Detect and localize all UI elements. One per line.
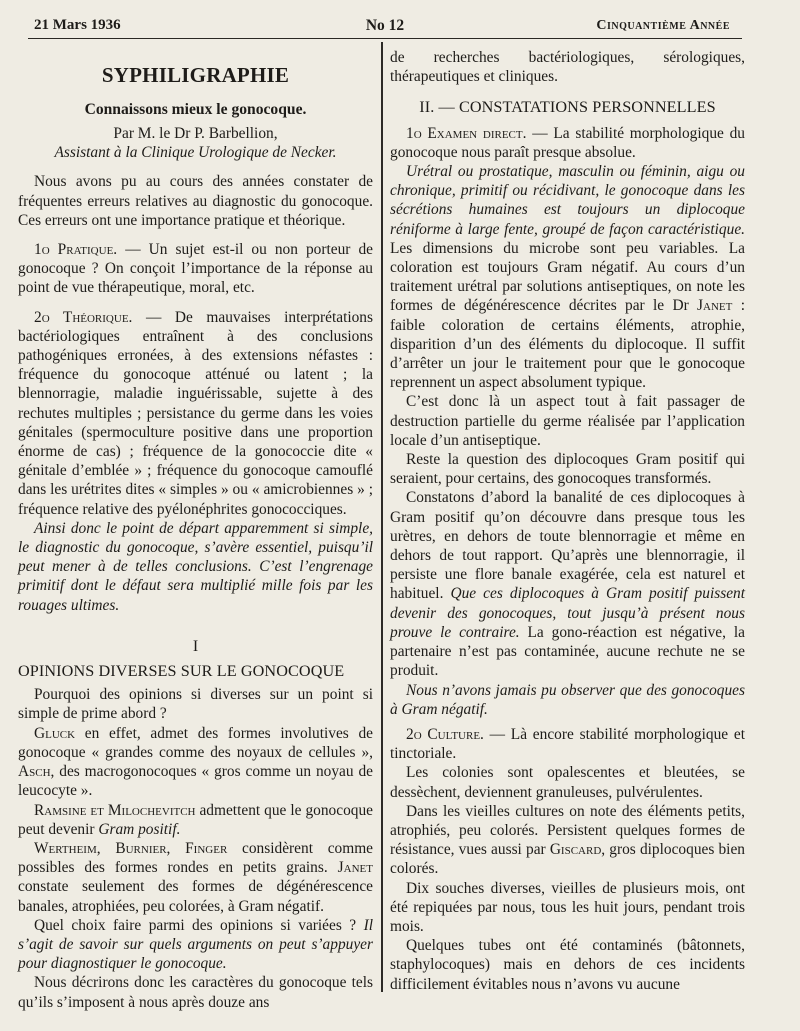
paragraph-text: en effet, admet des formes involutives de gonocoque « grandes comme des noyaux de cellules », (18, 724, 373, 761)
point-label: 1o Examen direct. (406, 124, 527, 142)
point-culture (390, 725, 745, 763)
paragraph-text: : faible coloration de certains éléments, atrophie, disparition d’un des éléments du diplocoque. Il suffit d’arrêter un jour le traitement pour que le gonocoque reprennent un aspect absolument typique. (390, 297, 745, 392)
paragraph: Nous décrirons donc les caractères du gonocoque tels qu’ils s’imposent à nous après douze ans (18, 974, 373, 1011)
paragraph-text: considèrent comme possibles des formes rondes en petits grains. (18, 839, 374, 877)
continued-paragraph: de recherches bactériologiques, sérologiques, thérapeutiques et cliniques. (390, 49, 745, 86)
paragraph-text: admettent que le gonocoque peut devenir (18, 801, 373, 838)
author-name: Gluck (34, 724, 76, 742)
author-name: Giscard (549, 841, 602, 859)
issue-year: Cinquantième Année (596, 18, 730, 33)
section-heading: OPINIONS DIVERSES SUR LE GONOCOQUE (18, 662, 345, 681)
paragraph (18, 724, 373, 801)
issue-date: 21 Mars 1936 (34, 17, 121, 33)
paragraph (18, 916, 373, 974)
point-text: — La stabilité morphologique du gonocoque nous paraît presque absolue. (390, 124, 745, 161)
paragraph: Reste la question des diplocoques Gram positif qui seraient, pour certains, des gonocoques transformés. (390, 451, 745, 488)
paragraph-text: La gono-réaction est négative, la partenaire n’est pas contaminée, aucune rechute ne se produit. (390, 623, 745, 680)
point-theoretical (18, 308, 373, 519)
paragraph-italic: Que ces diplocoques à Gram positif puissent devenir des gonocoques, tout jusqu’à présent nous prouve le contraire. (390, 585, 745, 641)
conclusion-paragraph: Ainsi donc le point de départ apparemment si simple, le diagnostic du gonocoque, s’avère essentiel, puisqu’il peut mener à de telles conclusions. C’est l’engrenage primitif dont le défaut sera multiplié mille fois par les rouages ultimes. (18, 519, 373, 614)
author-name: Ramsine et Milochevitch (34, 801, 196, 819)
author-name: Janet (697, 297, 733, 315)
point-practical (18, 240, 373, 298)
paragraph-text: Quel choix faire parmi des opinions si variées ? (34, 916, 364, 934)
point-label: 2o Théorique. (34, 308, 133, 326)
paragraph-text: , gros diplocoques bien colorés. (390, 841, 745, 878)
paragraph (18, 801, 373, 839)
author-name: Wertheim, Burnier, Finger (34, 839, 228, 857)
column-divider (381, 42, 383, 992)
author-name: Janet (337, 859, 373, 877)
page-header (28, 16, 742, 39)
section-heading: II. — CONSTATATIONS PERSONNELLES (419, 98, 716, 117)
author-affiliation: Assistant à la Clinique Urologique de Necker. (54, 144, 337, 162)
paragraph: C’est donc là un aspect tout à fait passager de destruction partielle du germe réalisée par l’application locale d’un antiseptique. (390, 393, 745, 449)
byline: Par M. le Dr P. Barbellion, (113, 125, 278, 142)
point-label: 2o Culture. (406, 725, 484, 743)
paragraph-text: Les dimensions du microbe sont peu variables. La coloration est toujours Gram négatif. Au cours d’un traitement urétral par solutions antiseptiques, on note les formes de dégénérescence décrites par le Dr (390, 239, 745, 315)
paragraph (390, 162, 745, 392)
paragraph: Les colonies sont opalescentes et bleutées, se dessèchent, deviennent granuleuses, pulvérulentes. (390, 764, 745, 801)
right-column (390, 48, 745, 1031)
paragraph (390, 802, 745, 879)
section-title: SYPHILIGRAPHIE (101, 63, 290, 87)
point-text: — De mauvaises interprétations bactériologiques entraînent à des conclusions pathogéniques erronées, à des extensions néfastes : fréquence du gonocoque atténué ou latent ; la blennorragie, maladie inguérissable, sujette à des rechutes multiples ; persistance du germe dans les voies génitales (spermoculture positive dans une proportion énorme de cas) ; fréquence de la gonococcie dite « génitale d’emblée » ; fréquence du gonocoque camouflé dans les urétrites dites « simples » ou « amicrobiennes » ; fréquence relative des pyélonéphrites gonococciques. (18, 308, 373, 518)
paragraph: Dix souches diverses, vieilles de plusieurs mois, ont été repiquées par nous, tous les huit jours, pendant trois mois. (390, 879, 745, 935)
paragraph-text: constate seulement des formes de dégénérescence banales, atrophiées, peu colorées, à Gram négatif. (18, 878, 373, 915)
left-column (18, 48, 373, 1031)
paragraph: Quelques tubes ont été contaminés (bâtonnets, staphylocoques) mais en dehors de ces incidents difficilement évitables nous n’avons vu aucune (390, 937, 745, 993)
paragraph: Nous n’avons jamais pu observer que des gonocoques à Gram négatif. (390, 681, 745, 718)
paragraph (390, 488, 745, 680)
paragraph-text: Constatons d’abord la banalité de ces diplocoques à Gram positif qu’on découvre dans presque tous les urètres, en dehors de toute blennorragie et même en dehors de tout rapport. Qu’après une blennorragie, il persiste une flore banale exagérée, cela est naturel et habituel. (390, 489, 745, 603)
paragraph-italic: Il s’agit de savoir sur quels arguments on peut s’appuyer pour diagnostiquer le gonocoque. (18, 916, 373, 973)
paragraph-text: , des macrogonocoques « gros comme un noyau de leucocyte ». (18, 763, 373, 800)
paragraph: Pourquoi des opinions si diverses sur un point si simple de prime abord ? (18, 686, 373, 723)
paragraph-text: Dans les vieilles cultures on note des éléments petits, atrophiés, peu colorés. Persistent quelques formes de résistance, vues aussi par (390, 802, 745, 859)
intro-paragraph: Nous avons pu au cours des années constater de fréquentes erreurs relatives au diagnostic du gonocoque. Ces erreurs ont une importance pratique et théorique. (18, 173, 373, 229)
point-text: — Là encore stabilité morphologique et tinctoriale. (390, 725, 745, 763)
author-name: Asch (18, 763, 51, 781)
point-text: — Un sujet est-il ou non porteur de gonocoque ? On conçoit l’importance de la réponse au point de vue thérapeutique, moral, etc. (18, 241, 373, 297)
paragraph-italic: Urétral ou prostatique, masculin ou féminin, aigu ou chronique, primitif ou récidivant, le gonocoque dans les sécrétions humaines est toujours un diplocoque réniforme à large fente, groupé de façon caractéristique. (390, 163, 745, 238)
section-number: I (192, 637, 199, 655)
article-title: Connaissons mieux le gonocoque. (84, 101, 307, 118)
issue-number: No 12 (365, 17, 405, 34)
paragraph (18, 839, 373, 916)
point-direct-exam (390, 124, 745, 162)
paragraph-italic: Gram positif. (98, 820, 181, 838)
point-label: 1o Pratique. (34, 241, 118, 259)
